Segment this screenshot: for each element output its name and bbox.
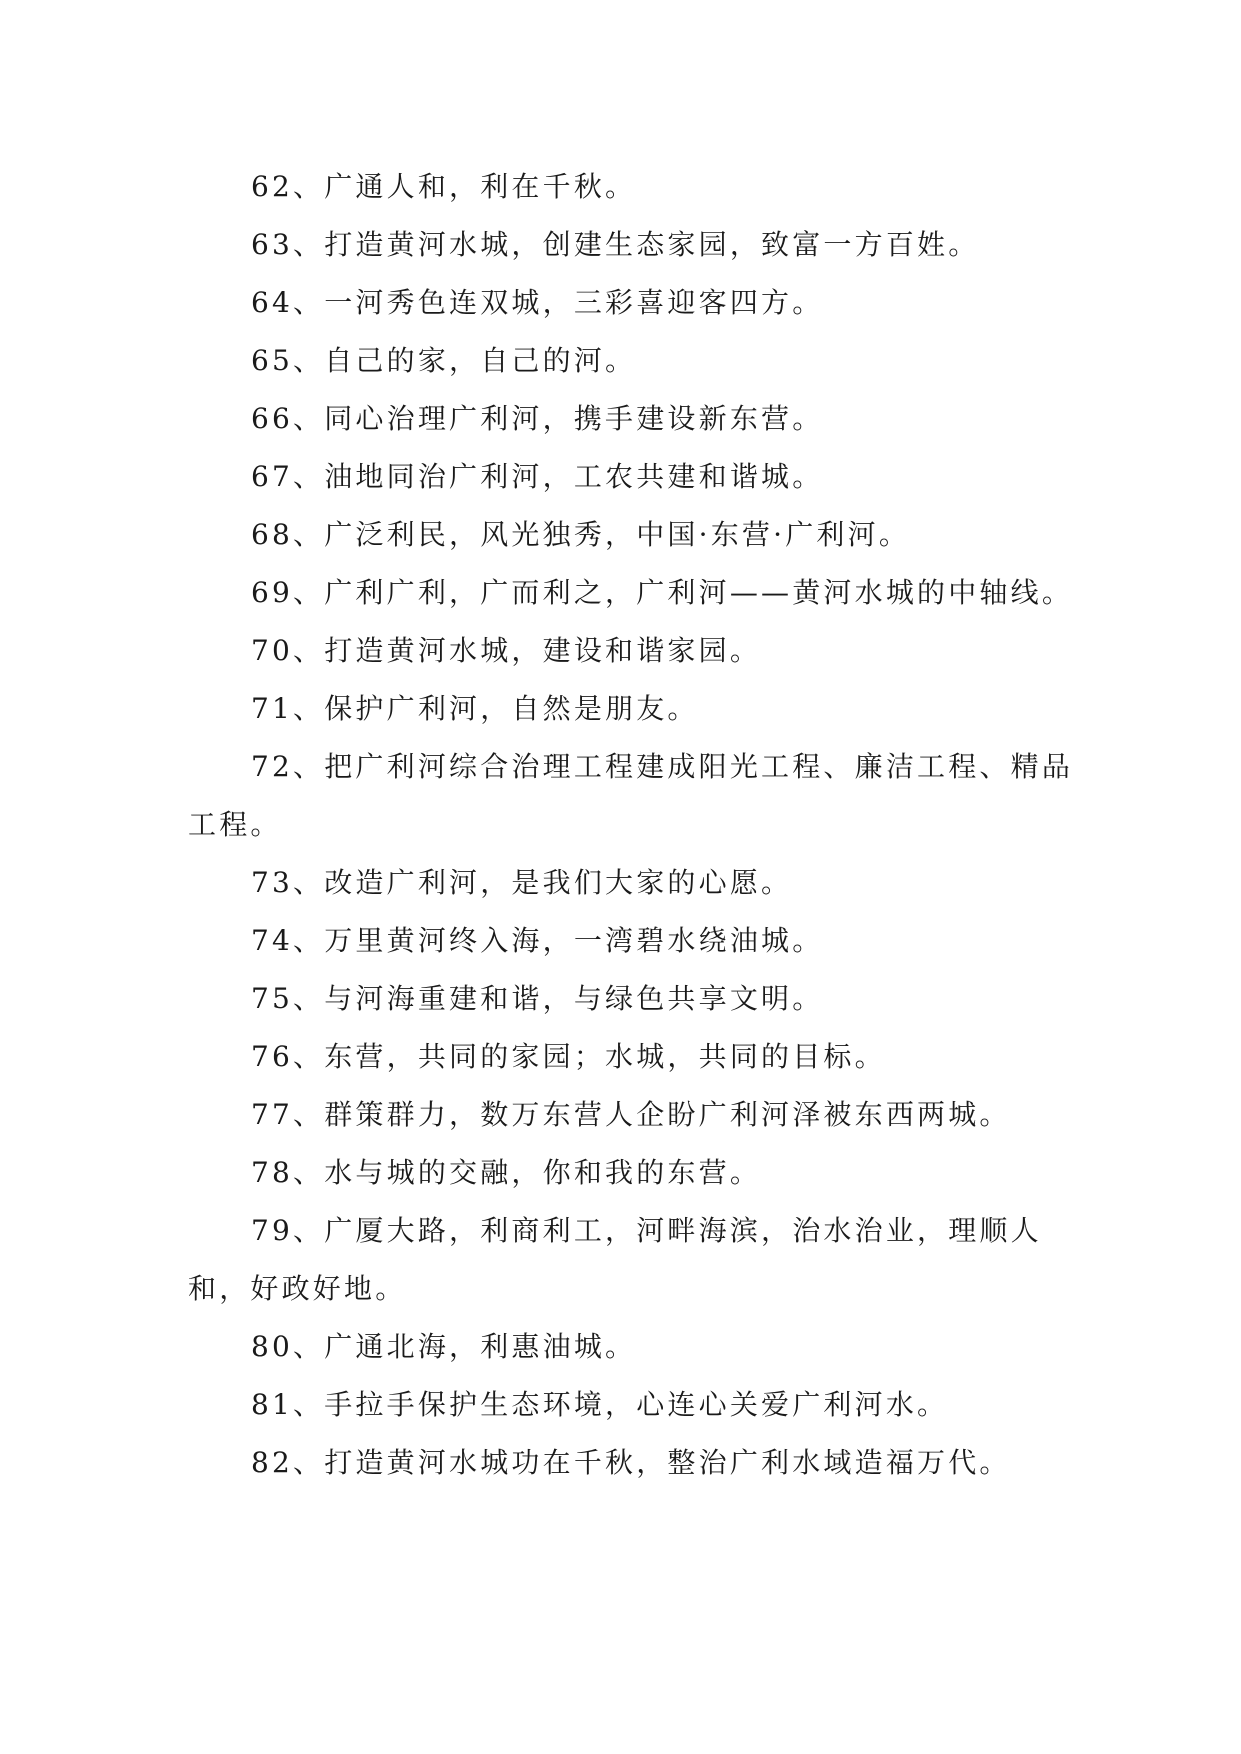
slogan-70: 70、打造黄河水城，建设和谐家园。 <box>251 634 762 667</box>
slogan-78: 78、水与城的交融，你和我的东营。 <box>251 1156 762 1189</box>
slogan-71: 71、保护广利河，自然是朋友。 <box>251 692 699 725</box>
slogan-82: 82、打造黄河水城功在千秋，整治广利水域造福万代。 <box>251 1446 1011 1479</box>
slogan-64: 64、一河秀色连双城，三彩喜迎客四方。 <box>251 286 824 319</box>
slogan-81: 81、手拉手保护生态环境，心连心关爱广利河水。 <box>251 1388 949 1421</box>
document-body <box>188 158 1088 1492</box>
slogan-63: 63、打造黄河水城，创建生态家园，致富一方百姓。 <box>251 228 980 261</box>
slogan-74: 74、万里黄河终入海，一湾碧水绕油城。 <box>251 924 824 957</box>
slogan-67: 67、油地同治广利河，工农共建和谐城。 <box>251 460 824 493</box>
slogan-66: 66、同心治理广利河，携手建设新东营。 <box>251 402 824 435</box>
slogan-79: 79、广厦大路，利商利工，河畔海滨，治水治业，理顺人和，好政好地。 <box>188 1214 1042 1305</box>
slogan-76: 76、东营，共同的家园；水城，共同的目标。 <box>251 1040 886 1073</box>
slogan-65: 65、自己的家，自己的河。 <box>251 344 637 377</box>
slogan-75: 75、与河海重建和谐，与绿色共享文明。 <box>251 982 824 1015</box>
slogan-73: 73、改造广利河，是我们大家的心愿。 <box>251 866 793 899</box>
slogan-62: 62、广通人和，利在千秋。 <box>251 170 637 203</box>
slogan-68: 68、广泛利民，风光独秀，中国·东营·广利河。 <box>251 518 911 551</box>
slogan-80: 80、广通北海，利惠油城。 <box>251 1330 637 1363</box>
slogan-72: 72、把广利河综合治理工程建成阳光工程、廉洁工程、精品工程。 <box>188 750 1074 841</box>
slogan-69: 69、广利广利，广而利之，广利河——黄河水城的中轴线。 <box>251 576 1074 609</box>
slogan-77: 77、群策群力，数万东营人企盼广利河泽被东西两城。 <box>251 1098 1011 1131</box>
